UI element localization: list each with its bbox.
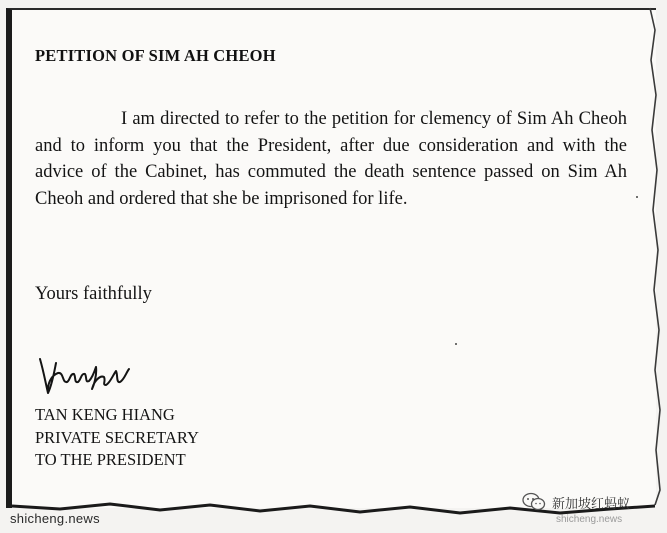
- wechat-account-name: 新加坡红蚂蚁: [552, 496, 631, 512]
- handwritten-signature: [34, 345, 134, 401]
- paper-speck: [636, 196, 638, 198]
- source-watermark: shicheng.news: [10, 511, 100, 526]
- faint-watermark: shicheng.news: [556, 514, 623, 525]
- wechat-watermark: [522, 492, 630, 512]
- paper-speck: [455, 343, 457, 345]
- signatory-name: TAN KENG HIANG: [35, 405, 175, 424]
- wechat-icon: [522, 492, 546, 512]
- document-heading: PETITION OF SIM AH CHEOH: [35, 46, 276, 65]
- signatory-title: PRIVATE SECRETARY: [35, 427, 199, 447]
- signatory-title-continued: TO THE PRESIDENT: [35, 450, 186, 469]
- signatory-block: [35, 404, 199, 472]
- letter-closing: Yours faithfully: [35, 284, 152, 304]
- letter-body: I am directed to refer to the petition for clemency of Sim Ah Cheoh and to inform you that the President, after due consideration and with the advice of the Cabinet, has commuted the death sentence passed on Sim Ah Cheoh and ordered that she be imprisoned for life.: [35, 109, 627, 209]
